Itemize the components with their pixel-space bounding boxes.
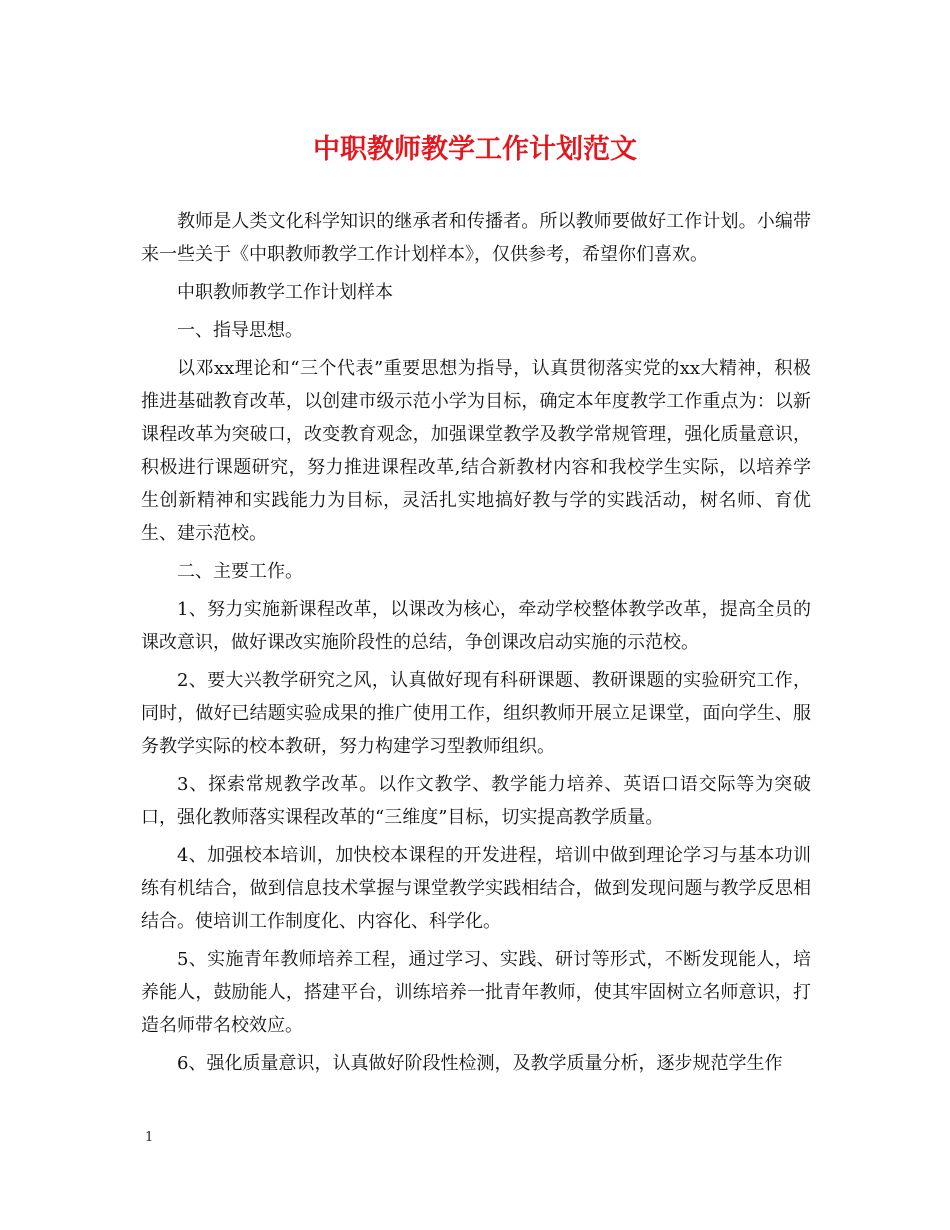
paragraph-intro: 教师是人类文化科学知识的继承者和传播者。所以教师要做好工作计划。小编带来一些关于《中职教师教学工作计划样本》，仅供参考，希望你们喜欢。 [141, 211, 811, 265]
paragraph-item-6: 6、强化质量意识，认真做好阶段性检测，及教学质量分析，逐步规范学生作 [177, 1053, 783, 1074]
paragraph-item-3: 3、探索常规教学改革。以作文教学、教学能力培养、英语口语交际等为突破口，强化教师落实课程改革的“三维度”目标，切实提高教学质量。 [141, 774, 811, 828]
paragraph-item-4: 4、加强校本培训，加快校本课程的开发进程，培训中做到理论学习与基本功训练有机结合，做到信息技术掌握与课堂教学实践相结合，做到发现问题与教学反思相结合。使培训工作制度化、内容化、科学化。 [141, 845, 811, 932]
document-body [141, 205, 811, 1085]
section-heading-main-work: 二、主要工作。 [177, 561, 303, 582]
section-heading-guiding-ideology: 一、指导思想。 [177, 320, 303, 341]
paragraph-item-2: 2、要大兴教学研究之风，认真做好现有科研课题、教研课题的实验研究工作，同时，做好已结题实验成果的推广使用工作，组织教师开展立足课堂，面向学生、服务教学实际的校本教研，努力构建学习型教师组织。 [141, 670, 811, 757]
paragraph-guiding-ideology: 以邓xx理论和“三个代表”重要思想为指导，认真贯彻落实党的xx大精神，积极推进基础教育改革，以创建市级示范小学为目标，确定本年度教学工作重点为：以新课程改革为突破口，改变教育观念，加强课堂教学及教学常规管理，强化质量意识，积极进行课题研究，努力推进课程改革,结合新教材内容和我校学生实际，以培养学生创新精神和实践能力为目标，灵活扎实地搞好教与学的实践活动，树名师、育优生、建示范校。 [141, 358, 811, 544]
paragraph-item-1: 1、努力实施新课程改革，以课改为核心，牵动学校整体教学改革，提高全员的课改意识，做好课改实施阶段性的总结，争创课改启动实施的示范校。 [141, 599, 811, 653]
page-number: 1 [145, 1130, 154, 1145]
paragraph-subtitle: 中职教师教学工作计划样本 [177, 282, 393, 303]
document-title: 中职教师教学工作计划范文 [313, 134, 637, 165]
paragraph-item-5: 5、实施青年教师培养工程，通过学习、实践、研讨等形式，不断发现能人，培养能人，鼓励能人，搭建平台，训练培养一批青年教师，使其牢固树立名师意识，打造名师带名校效应。 [141, 949, 811, 1036]
